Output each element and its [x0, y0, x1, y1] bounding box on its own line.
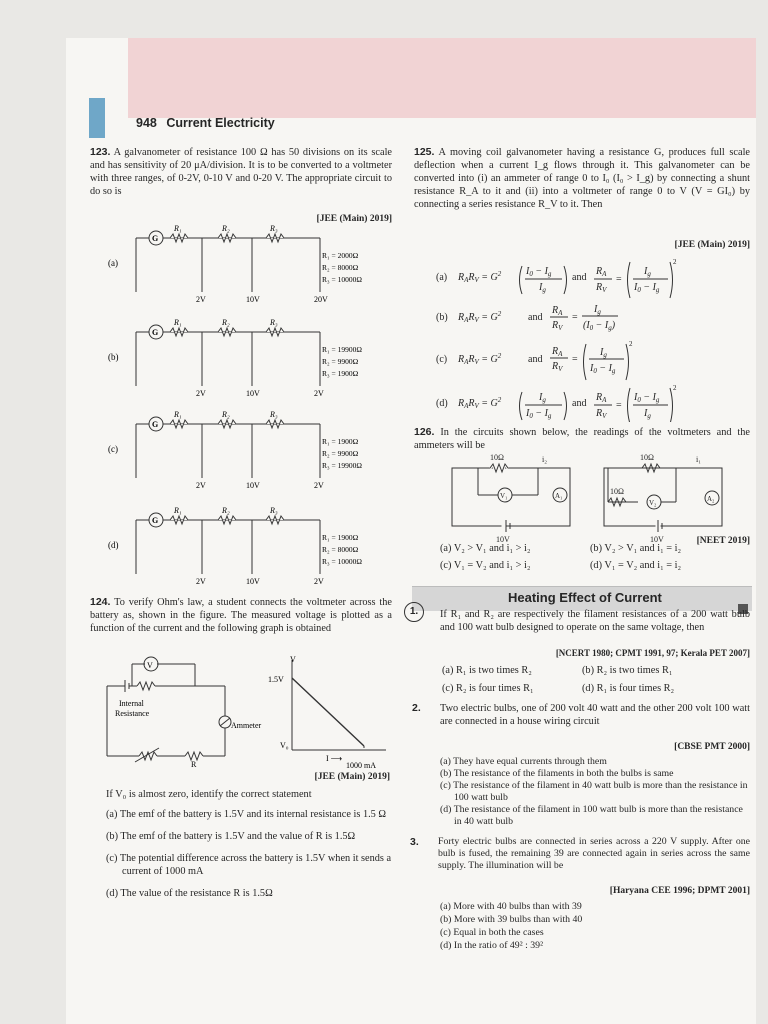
q123-text: A galvanometer of resistance 100 Ω has 50 divisions on its scale and has sensitivity of 20 μA/division. It is to be converted to a voltmeter with three ranges, of 0-2V, 0-10 V and 0-20 V. The appropriate circuit to do so is	[90, 147, 392, 197]
resistor-name-3: R₃	[270, 506, 278, 515]
svg-text:RARV = G2: $R_AR_V = G^2$	[458, 310, 502, 324]
q125-text: A moving coil galvanometer having a resistance G, produces full scale deflection when a current I_g flows through it. This galvanometer can be converted into (i) an ammeter of range 0 to I₀ (I₀ > I_g) by connecting a shunt resistance R_A to it and (ii) into a voltmeter of range 0 to V (V = GI₀) by connecting a series resistance R_V to it. Then	[414, 147, 750, 210]
svg-text:(a): (a)	[436, 272, 448, 283]
internal-resistor	[137, 682, 155, 690]
q126-options	[440, 542, 750, 572]
resistor-name-3: R₃	[270, 318, 278, 327]
resistor-3	[266, 234, 284, 242]
h3-text: Forty electric bulbs are connected in series across a 220 V supply. After one bulb is fused, the remaining 39 are connected again in series across the same supply. The illumination will be	[438, 836, 750, 871]
h1-option-a[interactable]: (a) R₁ is two times R₂	[442, 665, 532, 676]
svg-text:(I0 − Ig): $(I_0 - I_g)$	[583, 320, 616, 332]
svg-text:and: and	[572, 398, 587, 409]
q124-option-c[interactable]: (c) The potential difference across the battery is 1.5V when it sends a current of 1000 mA	[106, 853, 392, 877]
q124-graph	[268, 654, 393, 770]
svg-text:I0 − Ig: $I_0 - I_g$	[590, 363, 616, 375]
resistor-name-1: R₁	[174, 410, 182, 419]
galvanometer-label: G	[152, 328, 159, 337]
section-title: Heating Effect of Current	[508, 590, 662, 605]
q123	[90, 146, 392, 198]
q126-number: 126.	[414, 426, 435, 438]
resistor-name-1: R₁	[174, 506, 182, 515]
h1-text: If R₁ and R₂ are respectively the filament resistances of a 200 watt bulb and 100 watt bulb designed to operate on the same voltage, then	[440, 609, 750, 633]
svg-text:RARV = G2: $R_AR_V = G^2$	[458, 352, 502, 366]
r-label: R	[191, 760, 197, 769]
q126-option-c[interactable]: (c) V₁ = V₂ and i₁ > i₂	[440, 560, 531, 571]
tap-label-3: 20V	[314, 295, 328, 304]
svg-text:RARV = G2: $R_AR_V = G^2$	[458, 270, 502, 284]
q124	[90, 596, 392, 635]
q126-left-batt-label: 10V	[496, 535, 510, 544]
svg-text:Ig: $I_g$	[644, 408, 651, 420]
h1-option-d[interactable]: (d) R₁ is four times R₂	[582, 683, 675, 694]
ammeter-label: Ammeter	[231, 721, 262, 730]
q126-right-batt-label: 10V	[650, 535, 664, 544]
q126-v2-label: V₂	[649, 499, 657, 507]
svg-text:and: and	[528, 354, 543, 365]
svg-text:=: =	[616, 400, 622, 411]
resistance-value-2: R₂ = 8000Ω	[322, 263, 359, 272]
internal-label: Internal	[119, 699, 144, 708]
resistance-label: Resistance	[115, 709, 150, 718]
galvanometer-label: G	[152, 516, 159, 525]
tap-label-3: 2V	[314, 389, 324, 398]
chapter-title: Current Electricity	[166, 116, 275, 130]
svg-text:RA: $R_A$	[596, 266, 607, 278]
resistance-value-3: R₃ = 10000Ω	[322, 557, 362, 566]
h2-option-c[interactable]: (c) The resistance of the filament in 40 watt bulb is more than the resistance in 100 watt bulb	[440, 780, 748, 803]
q126	[414, 426, 750, 452]
graph-line	[292, 678, 364, 746]
page-number: 948	[136, 116, 157, 130]
q126-r1-label: 10Ω	[490, 453, 504, 462]
svg-text:RA: $R_A$	[552, 346, 563, 358]
h2-ref: [CBSE PMT 2000]	[674, 742, 750, 752]
q124-option-b[interactable]: (b) The emf of the battery is 1.5V and the value of R is 1.5Ω	[106, 831, 356, 842]
svg-text:and: and	[528, 312, 543, 323]
h2-option-d[interactable]: (d) The resistance of the filament in 100 watt bulb is more than the resistance in 40 watt bulb	[440, 804, 743, 827]
q126-r2-label: 10Ω	[640, 453, 654, 462]
resistor-2	[218, 420, 236, 428]
resistor-name-2: R₂	[222, 410, 230, 419]
q126-i2-label: i₂	[542, 455, 548, 464]
tap-label-1: 2V	[196, 481, 206, 490]
q124-number: 124.	[90, 596, 111, 608]
h2-option-a[interactable]: (a) They have equal currents through them	[440, 756, 607, 767]
resistance-value-2: R₂ = 8000Ω	[322, 545, 359, 554]
q123-ref: [JEE (Main) 2019]	[316, 214, 392, 224]
resistor-name-2: R₂	[222, 506, 230, 515]
tap-label-1: 2V	[196, 295, 206, 304]
svg-text:2: 2	[629, 340, 633, 348]
tap-label-3: 2V	[314, 481, 324, 490]
svg-text:=: =	[572, 354, 578, 365]
svg-text:I0 − Ig: $I_0 - I_g$	[634, 392, 660, 404]
q126-option-b[interactable]: (b) V₂ > V₁ and i₁ = i₂	[590, 543, 682, 554]
q124-option-d[interactable]: (d) The value of the resistance R is 1.5Ω	[106, 888, 273, 899]
resistor-1	[170, 516, 188, 524]
resistor-1	[170, 234, 188, 242]
q126-v1-label: V₁	[500, 492, 508, 500]
svg-text:=: =	[616, 274, 622, 285]
h3-option-a[interactable]: (a) More with 40 bulbs than with 39	[440, 901, 582, 912]
circuit-label: (d)	[108, 540, 119, 550]
h2-option-b[interactable]: (b) The resistance of the filaments in both the bulbs is same	[440, 768, 674, 779]
voltmeter-label: V	[147, 661, 153, 670]
q126-i1-label: i₁	[696, 455, 702, 464]
q125-ref: [JEE (Main) 2019]	[674, 240, 750, 250]
q126-option-d[interactable]: (d) V₁ = V₂ and i₁ = i₂	[590, 560, 682, 571]
resistor-name-1: R₁	[174, 224, 182, 233]
resistance-value-3: R₃ = 19900Ω	[322, 461, 362, 470]
resistor-1	[170, 328, 188, 336]
q126-right-loop	[604, 468, 722, 526]
resistor-name-1: R₁	[174, 318, 182, 327]
resistor-name-2: R₂	[222, 318, 230, 327]
svg-text:RV: $R_V$	[596, 408, 607, 420]
rheostat	[139, 752, 157, 760]
graph-v0: V₀	[280, 741, 289, 750]
graph-y-label: V	[290, 655, 296, 664]
circuit-label: (a)	[108, 258, 118, 268]
resistor-name-2: R₂	[222, 224, 230, 233]
h2-number: 2.	[412, 702, 421, 714]
h3-option-d[interactable]: (d) In the ratio of 49² : 39²	[440, 940, 544, 951]
svg-text:I0 − Ig: $I_0 - I_g$	[526, 266, 552, 278]
svg-text:=: =	[572, 312, 578, 323]
svg-text:(c): (c)	[436, 354, 448, 365]
q126-option-a[interactable]: (a) V₂ > V₁ and i₁ > i₂	[440, 543, 531, 554]
running-header	[136, 116, 275, 130]
q126-r3-label: 10Ω	[610, 487, 624, 496]
svg-text:I0 − Ig: $I_0 - I_g$	[634, 282, 660, 294]
resistance-value-1: R₁ = 19900Ω	[322, 345, 362, 354]
q126-text: In the circuits shown below, the readings of the voltmeters and the ammeters will be	[414, 427, 750, 451]
h3-ref: [Haryana CEE 1996; DPMT 2001]	[609, 886, 750, 896]
svg-text:Ig: $I_g$	[594, 304, 601, 316]
galvanometer-label: G	[152, 420, 159, 429]
svg-text:2: 2	[673, 384, 677, 392]
h1-option-b[interactable]: (b) R₂ is two times R₁	[582, 665, 673, 676]
q126-a1-label: A₁	[555, 492, 563, 500]
graph-ymax: 1.5V	[268, 675, 284, 684]
resistor-3	[266, 516, 284, 524]
svg-text:Ig: $I_g$	[644, 266, 651, 278]
q125-option-c[interactable]	[436, 340, 633, 380]
q124-text: To verify Ohm's law, a student connects the voltmeter across the battery as, shown in the figure. The measured voltage is plotted as a function of the current and the following graph is obtained	[90, 597, 393, 634]
q125	[414, 146, 750, 211]
h1-ref: [NCERT 1980; CPMT 1991, 97; Kerala PET 2007]	[555, 648, 750, 658]
svg-text:Ig: $I_g$	[539, 282, 546, 294]
resistance-value-2: R₂ = 9900Ω	[322, 449, 359, 458]
tap-label-2: 10V	[246, 577, 260, 586]
svg-text:RA: $R_A$	[552, 305, 563, 317]
graph-x-label: I ⟶	[326, 754, 343, 763]
tap-label-2: 10V	[246, 481, 260, 490]
graph-xmax: 1000 mA	[346, 761, 376, 770]
pink-header-band	[128, 38, 756, 118]
resistor-name-3: R₃	[270, 224, 278, 233]
svg-text:RV: $R_V$	[596, 282, 607, 294]
resistance-value-1: R₁ = 1900Ω	[322, 533, 359, 542]
resistance-value-3: R₃ = 10000Ω	[322, 275, 362, 284]
svg-text:RA: $R_A$	[596, 392, 607, 404]
svg-text:(d): (d)	[436, 398, 448, 409]
h1-option-c[interactable]: (c) R₂ is four times R₁	[442, 683, 534, 694]
resistor-2	[218, 234, 236, 242]
resistor-r	[185, 752, 203, 760]
svg-text:I0 − Ig: $I_0 - I_g$	[526, 408, 552, 420]
q125-options	[436, 250, 752, 422]
h1-options	[442, 664, 742, 695]
svg-text:(b): (b)	[436, 312, 448, 323]
h2-options	[440, 756, 750, 828]
svg-text:2: 2	[673, 258, 677, 266]
q126-a2-label: A₂	[707, 495, 715, 503]
svg-text:and: and	[572, 272, 587, 283]
tap-label-3: 2V	[314, 577, 324, 586]
q123-number: 123.	[90, 146, 111, 158]
tap-label-2: 10V	[246, 389, 260, 398]
q125-option-d[interactable]	[436, 384, 677, 422]
q124-stem: If V₀ is almost zero, identify the correct statement	[106, 789, 312, 800]
h3-options	[440, 900, 750, 952]
h1-number: 1.	[404, 602, 424, 622]
resistor-3	[266, 328, 284, 336]
tap-label-2: 10V	[246, 295, 260, 304]
svg-text:Ig: $I_g$	[600, 347, 607, 359]
tap-label-1: 2V	[196, 389, 206, 398]
resistance-value-1: R₁ = 1900Ω	[322, 437, 359, 446]
circuit-label: (c)	[108, 444, 118, 454]
q125-option-a[interactable]	[436, 258, 677, 298]
svg-text:RV: $R_V$	[552, 361, 563, 373]
h3-option-c[interactable]: (c) Equal in both the cases	[440, 927, 544, 938]
q124-circuit	[105, 652, 280, 770]
h2-text: Two electric bulbs, one of 200 volt 40 watt and the other 200 volt 100 watt are connected in a house wiring circuit	[440, 703, 750, 727]
q124-ref: [JEE (Main) 2019]	[314, 772, 390, 782]
resistance-value-2: R₂ = 9900Ω	[322, 357, 359, 366]
resistor-name-3: R₃	[270, 410, 278, 419]
resistor-2	[218, 328, 236, 336]
q126-ref: [NEET 2019]	[696, 536, 750, 546]
q125-option-b[interactable]	[436, 304, 618, 332]
q124-option-a[interactable]: (a) The emf of the battery is 1.5V and its internal resistance is 1.5 Ω	[106, 809, 387, 820]
q123-circuits	[100, 222, 400, 590]
resistor-3	[266, 420, 284, 428]
q126-circuits	[450, 450, 750, 546]
svg-text:Ig: $I_g$	[539, 392, 546, 404]
galvanometer-label: G	[152, 234, 159, 243]
q125-number: 125.	[414, 146, 435, 158]
resistance-value-1: R₁ = 2000Ω	[322, 251, 359, 260]
resistor-1	[170, 420, 188, 428]
resistor-2	[218, 516, 236, 524]
chapter-tab-marker	[89, 98, 105, 138]
svg-text:RARV = G2: $R_AR_V = G^2$	[458, 396, 502, 410]
h3-number: 3.	[410, 836, 419, 848]
tap-label-1: 2V	[196, 577, 206, 586]
resistance-value-3: R₃ = 1900Ω	[322, 369, 359, 378]
svg-text:RV: $R_V$	[552, 320, 563, 332]
q124-options	[106, 808, 392, 900]
q126-left-loop	[452, 468, 570, 526]
h3-option-b[interactable]: (b) More with 39 bulbs than with 40	[440, 914, 583, 925]
circuit-label: (b)	[108, 352, 119, 362]
